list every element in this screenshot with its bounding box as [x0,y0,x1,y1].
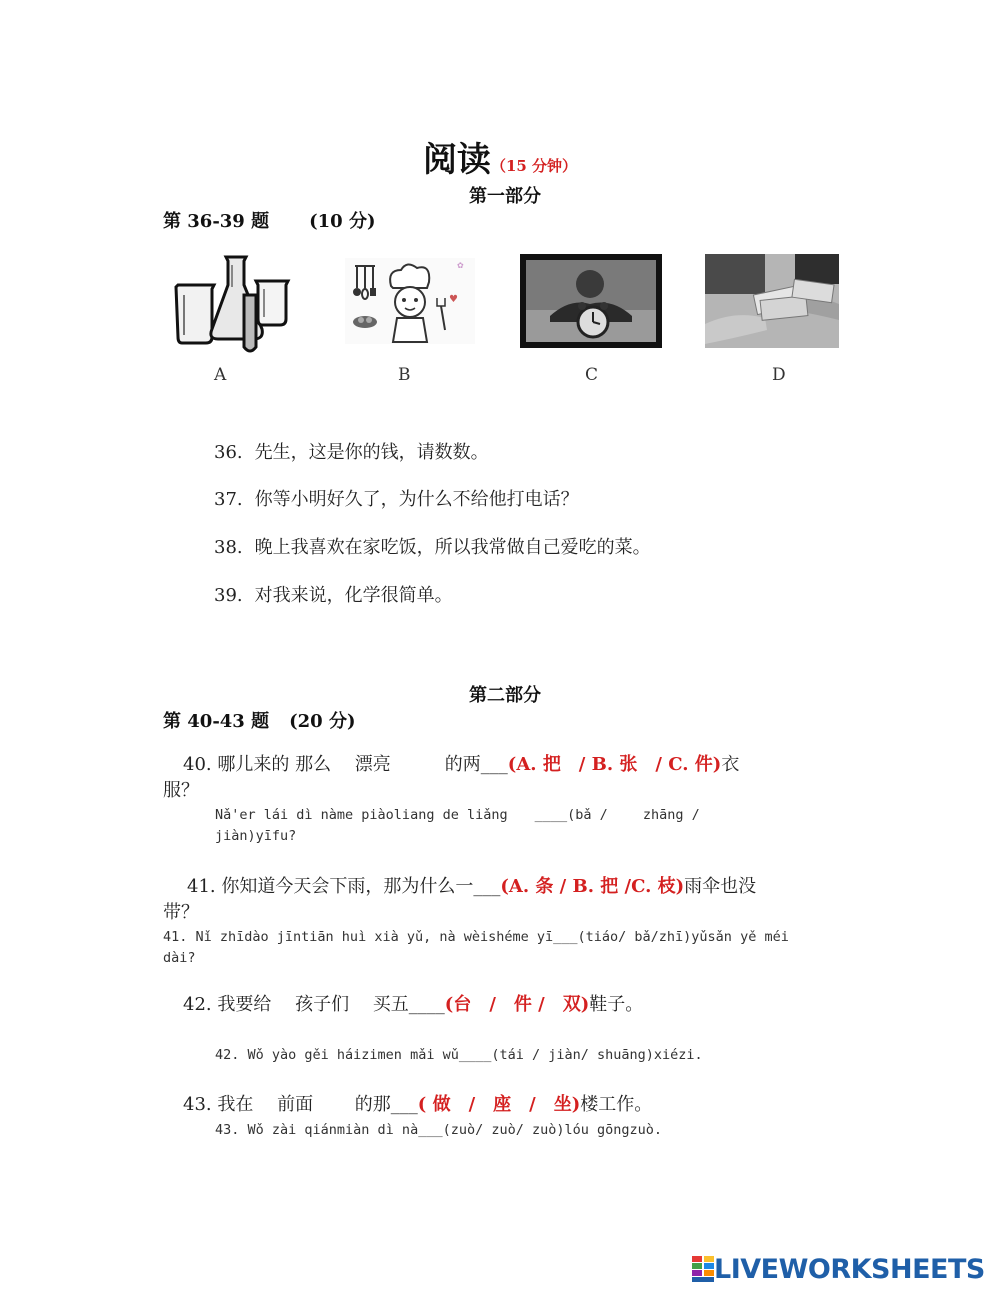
title-main: 阅读 [422,140,491,180]
answer-options[interactable]: ( 做 / 座 / 坐) [417,1094,581,1115]
image-label-d: D [772,365,786,385]
money-handover-photo [705,254,839,348]
question-text-end: 楼工作。 [580,1094,653,1115]
section-title-part1: 第一部分 [469,186,541,207]
cartoon-chef-icon [345,258,475,344]
image-label-c: C [585,365,599,385]
item-text: 先生，这是你的钱，请数数。 [254,442,489,463]
question-text-end: 衣 [721,754,740,775]
logo-text: LIVEWORKSHEETS [714,1253,985,1285]
svg-text:✿: ✿ [457,261,464,270]
question-41 [187,874,877,900]
svg-text:♥: ♥ [449,294,458,305]
question-40-line2: 服？ [163,780,199,801]
section-title-part2: 第二部分 [469,685,541,706]
item-number: 39. [214,585,243,606]
image-c [520,254,662,348]
pinyin-43: 43. Wǒ zài qiánmiàn dì nà___(zuò/ zuò/ zuò)lóu gōngzuò. [215,1122,663,1138]
item-number: 37. [214,489,243,510]
question-range: 第 40-43 题 [163,711,270,732]
item-text: 你等小明好久了，为什么不给他打电话？ [254,489,579,510]
question-points: (20 分) [289,711,356,732]
alarm-clock-waiting-photo [520,254,662,348]
question-text: 43. 我在 前面 的那___ [183,1094,418,1115]
question-text-end: 雨伞也没 [684,876,757,897]
image-d [705,254,839,348]
title-subtitle: （15 分钟） [490,157,578,175]
item-text: 对我来说，化学很简单。 [254,585,453,606]
question-41-line2: 带？ [163,902,199,923]
list-item [214,438,489,464]
image-a [170,255,292,347]
question-40 [183,752,873,778]
pinyin-40-line2: jiàn)yīfu? [215,828,297,844]
answer-options[interactable]: (A. 把 / B. 张 / C. 件) [507,754,722,775]
item-text: 晚上我喜欢在家吃饭，所以我常做自己爱吃的菜。 [254,537,651,558]
question-text: 40. 哪儿来的 那么 漂亮 的两___ [183,754,508,775]
image-label-b: B [398,365,411,385]
pinyin-41-line2: dài? [163,950,196,966]
answer-options[interactable]: (A. 条 / B. 把 /C. 枝) [500,876,685,897]
liveworksheets-logo-icon [692,1256,714,1282]
answer-options[interactable]: (台 / 件 / 双) [444,994,590,1015]
image-label-a: A [214,365,227,385]
question-42 [183,992,873,1018]
question-text: 41. 你知道今天会下雨，那为什么一___ [187,876,501,897]
item-number: 36. [214,442,243,463]
pinyin-42: 42. Wǒ yào gěi háizimen mǎi wǔ____(tái / jiàn/ shuāng)xiézi. [215,1047,703,1063]
question-43 [183,1092,873,1118]
pinyin-41-line1: 41. Nǐ zhīdào jīntiān huì xià yǔ, nà wèishéme yī___(tiáo/ bǎ/zhī)yǔsǎn yě méi [163,929,789,945]
question-points: (10 分) [309,211,376,232]
question-range: 第 36-39 题 [163,211,270,232]
list-item [214,533,651,559]
list-item [214,581,453,607]
lab-glassware-icon [170,255,292,355]
liveworksheets-logo [692,1254,985,1284]
question-heading-part2 [163,707,355,733]
pinyin-40-line1: Nǎ'er lái dì nàme piàoliang de liǎng ____(bǎ / zhāng / [215,807,700,823]
question-text: 42. 我要给 孩子们 买五____ [183,994,445,1015]
item-number: 38. [214,537,243,558]
question-text-end: 鞋子。 [589,994,644,1015]
question-heading-part1 [163,207,375,233]
image-b [345,258,475,344]
page-title [0,132,1000,181]
list-item [214,485,579,511]
